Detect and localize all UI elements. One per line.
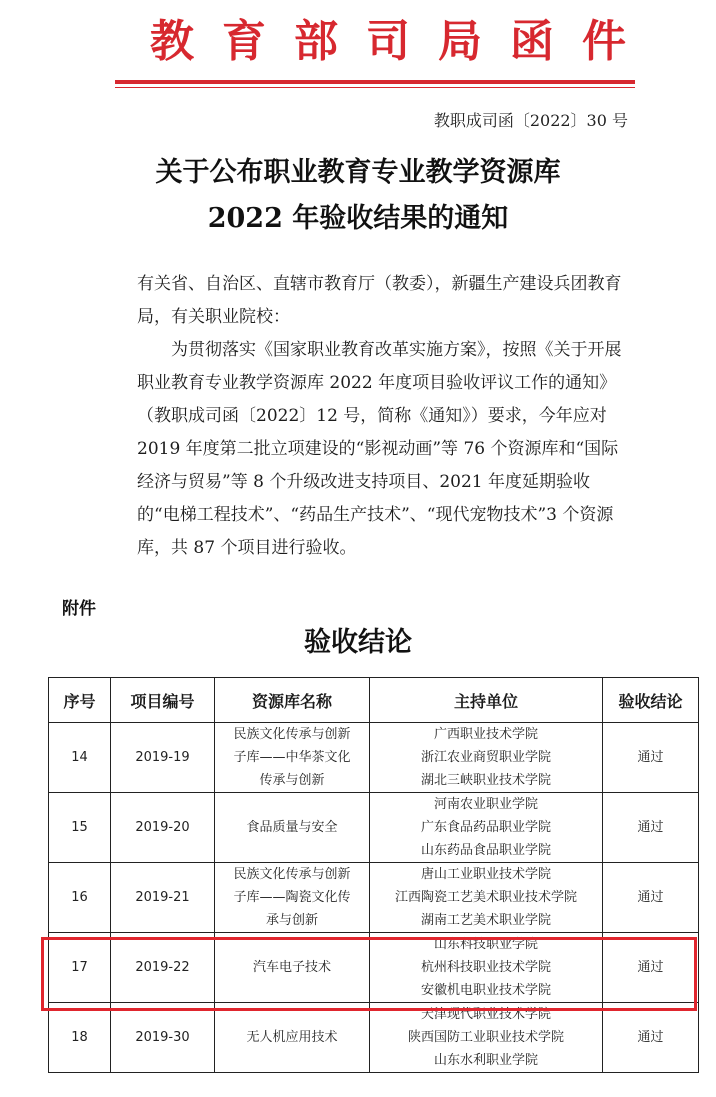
row-result: 通过 (603, 933, 699, 1003)
results-table (48, 677, 699, 1073)
host-line: 山东药品食品职业学院 (420, 843, 551, 858)
name-line: 承与创新 (265, 913, 318, 928)
name-line: 汽车电子技术 (252, 960, 331, 975)
row-code: 2019-22 (111, 933, 215, 1003)
row-result: 通过 (603, 1003, 699, 1073)
host-line: 河南农业职业学院 (433, 797, 538, 812)
attachment-label: 附件 (62, 599, 96, 619)
header-name: 资源库名称 (215, 678, 370, 723)
attachment-title: 验收结论 (304, 627, 412, 658)
row-no: 18 (49, 1003, 111, 1073)
host-line: 天津现代职业技术学院 (420, 1007, 551, 1022)
row-code: 2019-20 (111, 793, 215, 863)
table-header-row (49, 678, 699, 723)
notice-body (137, 268, 627, 565)
row-hosts (370, 863, 603, 933)
row-code: 2019-30 (111, 1003, 215, 1073)
name-line: 传承与创新 (259, 773, 325, 788)
row-code: 2019-19 (111, 723, 215, 793)
row-no: 17 (49, 933, 111, 1003)
table-row (49, 723, 699, 793)
host-line: 广西职业技术学院 (433, 727, 538, 742)
table-row (49, 793, 699, 863)
table-row (49, 1003, 699, 1073)
row-result: 通过 (603, 863, 699, 933)
host-line: 唐山工业职业技术学院 (420, 867, 551, 882)
row-no: 14 (49, 723, 111, 793)
table-row (49, 863, 699, 933)
letterhead-title: 教育部司局函件 (150, 16, 654, 67)
name-line: 子库——陶瓷文化传 (233, 890, 351, 905)
row-code: 2019-21 (111, 863, 215, 933)
name-line: 民族文化传承与创新 (233, 867, 351, 882)
header-code: 项目编号 (111, 678, 215, 723)
row-hosts (370, 723, 603, 793)
letterhead-rule-thin (115, 87, 635, 88)
row-name (215, 793, 370, 863)
document-number: 教职成司函〔2022〕30 号 (433, 111, 628, 130)
row-name (215, 1003, 370, 1073)
salutation: 有关省、自治区、直辖市教育厅（教委），新疆生产建设兵团教育局，有关职业院校： (137, 274, 622, 327)
name-line: 食品质量与安全 (246, 820, 338, 835)
letterhead-rule-thick (115, 80, 635, 84)
host-line: 湖北三峡职业技术学院 (420, 773, 551, 788)
host-line: 山东科技职业学院 (433, 937, 538, 952)
host-line: 山东水利职业学院 (433, 1053, 538, 1068)
highlight-box (41, 937, 697, 1011)
body-paragraph: 为贯彻落实《国家职业教育改革实施方案》，按照《关于开展职业教育专业教学资源库 2022 年度项目验收评议工作的通知》（教职成司函〔2022〕12 号，简称《通知》）要求，今年应对 2019 年度第二批立项建设的“影视动画”等 76 个资源库和“国际经济与贸易”等 8 个升级改进支持项目、2021 年度延期验收的“电梯工程技术”、“药品生产技术”、“现代宠物技术”3 个资源库，共 87 个项目进行验收。 (137, 340, 622, 558)
row-name (215, 863, 370, 933)
host-line: 江西陶瓷工艺美术职业技术学院 (394, 890, 577, 905)
notice-title-line2: 2022 年验收结果的通知 (207, 203, 509, 234)
host-line: 浙江农业商贸职业学院 (420, 750, 551, 765)
header-no: 序号 (49, 678, 111, 723)
row-no: 16 (49, 863, 111, 933)
host-line: 湖南工艺美术职业学院 (420, 913, 551, 928)
row-result: 通过 (603, 793, 699, 863)
name-line: 子库——中华茶文化 (233, 750, 351, 765)
host-line: 陕西国防工业职业技术学院 (407, 1030, 564, 1045)
row-hosts (370, 1003, 603, 1073)
host-line: 安徽机电职业技术学院 (420, 983, 551, 998)
row-hosts (370, 793, 603, 863)
header-host: 主持单位 (370, 678, 603, 723)
host-line: 广东食品药品职业学院 (420, 820, 551, 835)
host-line: 杭州科技职业技术学院 (420, 960, 551, 975)
row-no: 15 (49, 793, 111, 863)
name-line: 民族文化传承与创新 (233, 727, 351, 742)
letterhead (0, 0, 716, 100)
row-result: 通过 (603, 723, 699, 793)
name-line: 无人机应用技术 (246, 1030, 338, 1045)
row-name (215, 723, 370, 793)
header-result: 验收结论 (603, 678, 699, 723)
notice-title-line1: 关于公布职业教育专业教学资源库 (155, 157, 561, 188)
